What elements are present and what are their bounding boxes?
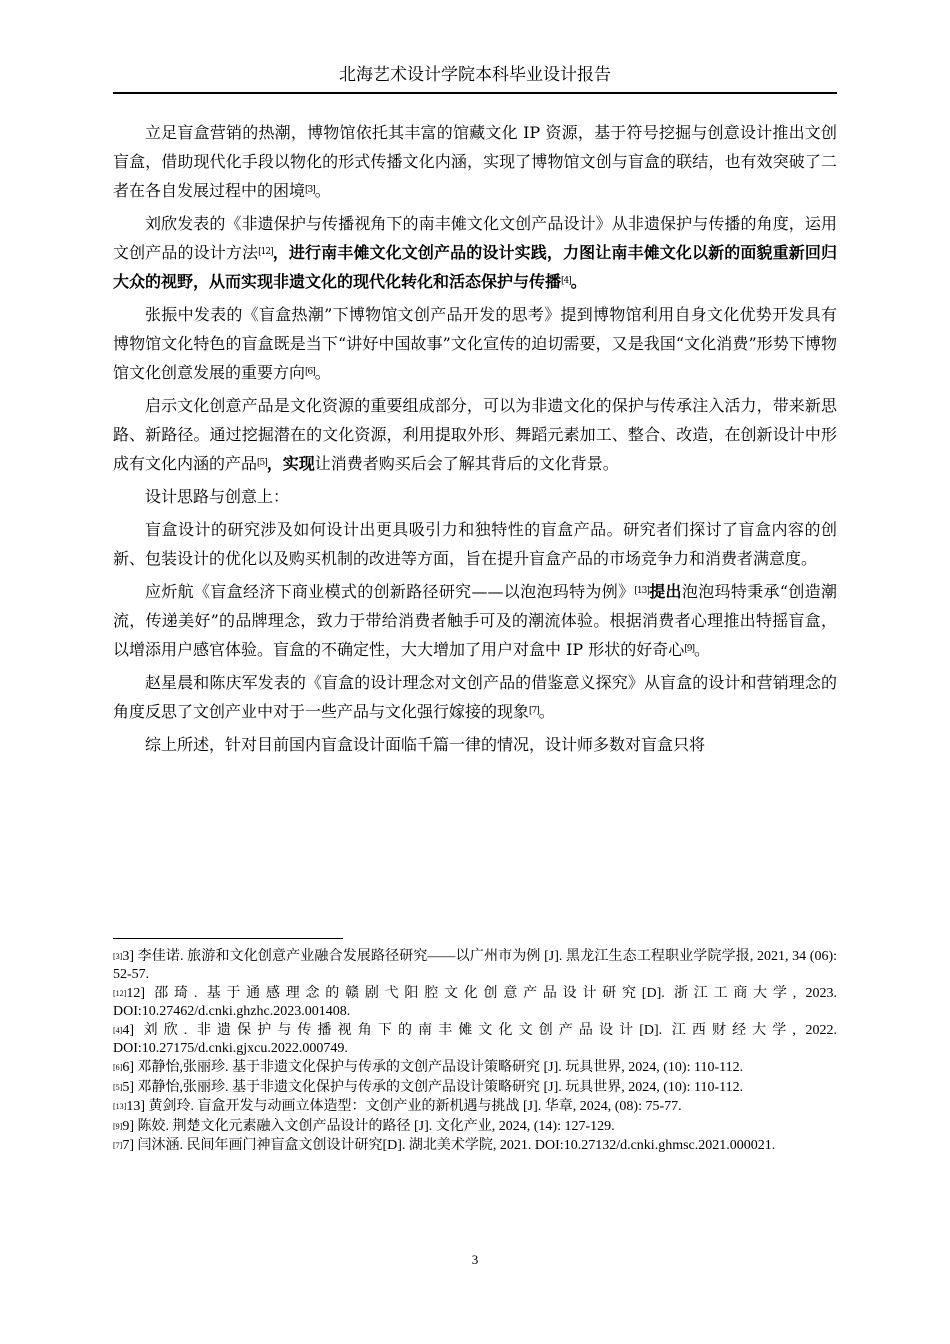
citation-mark: [7] <box>529 706 539 716</box>
paragraph: 赵星晨和陈庆军发表的《盲盒的设计理念对文创产品的借鉴意义探究》从盲盒的设计和营销理念的角度反思了文创产业中对于一些产品与文化强行嫁接的现象[7]。 <box>113 673 837 721</box>
paragraph: 综上所述，针对目前国内盲盒设计面临千篇一律的情况，设计师多数对盲盒只将 <box>145 735 706 754</box>
body-text <box>113 118 837 763</box>
citation-mark: [6] <box>305 367 315 377</box>
footnote-separator <box>113 938 343 939</box>
footnote: [3]3] 李佳诺. 旅游和文化创意产业融合发展路径研究——以广州市为例 [J]. 黑龙江生态工程职业学院学报, 2021, 34 (06): 52-57. <box>113 949 837 982</box>
paragraph: 启示文化创意产品是文化资源的重要组成部分，可以为非遗文化的保护与传承注入活力，带来新思路、新路径。通过挖掘潜在的文化资源，利用提取外形、舞蹈元素加工、整合、改造，在创新设计中形成有文化内涵的产品[5]，实现让消费者购买后会了解其背后的文化背景。 <box>113 396 837 473</box>
paragraph: 设计思路与创意上： <box>145 487 290 506</box>
citation-mark: [4] <box>561 276 571 286</box>
citation-mark: [5] <box>257 458 267 468</box>
footnotes <box>113 948 837 1157</box>
paragraph: 应炘航《盲盒经济下商业模式的创新路径研究——以泡泡玛特为例》[13]提出泡泡玛特秉承“创造潮流，传递美好”的品牌理念，致力于带给消费者触手可及的潮流体验。根据消费者心理推出特摇盲盒，以增添用户感官体验。盲盒的不确定性，大大增加了用户对盒中 IP 形状的好奇心[9]。 <box>113 582 837 659</box>
page-header <box>113 58 837 94</box>
footnote: [13]13] 黄剑玲. 盲盒开发与动画立体造型：文创产业的新机遇与挑战 [J]. 华章, 2024, (08): 75-77. <box>113 1099 682 1114</box>
footnote: [12]12] 邵琦. 基于通感理念的赣剧弋阳腔文化创意产品设计研究[D]. 浙江工商大学, 2023. DOI:10.27462/d.cnki.ghzhc.2023.001408. <box>113 986 837 1019</box>
paragraph: 刘欣发表的《非遗保护与传播视角下的南丰傩文化文创产品设计》从非遗保护与传播的角度，运用文创产品的设计方法[12]，进行南丰傩文化文创产品的设计实践，力图让南丰傩文化以新的面貌重新回归大众的视野，从而实现非遗文化的现代化转化和活态保护与传播[4]。 <box>113 214 837 291</box>
citation-mark: [9] <box>684 644 695 654</box>
paragraph: 盲盒设计的研究涉及如何设计出更具吸引力和独特性的盲盒产品。研究者们探讨了盲盒内容的创新、包装设计的优化以及购买机制的改进等方面，旨在提升盲盒产品的市场竞争力和消费者满意度。 <box>113 520 837 568</box>
page-number: 3 <box>471 1252 479 1267</box>
citation-mark: [12] <box>258 247 273 257</box>
footnote: [5]5] 邓静怡,张丽珍. 基于非遗文化保护与传承的文创产品设计策略研究 [J]. 玩具世界, 2024, (10): 110-112. <box>113 1079 744 1095</box>
footnote: [4]4] 刘欣. 非遗保护与传播视角下的南丰傩文化文创产品设计[D]. 江西财经大学, 2022. DOI:10.27175/d.cnki.gjxcu.2022.000749. <box>113 1023 837 1056</box>
header-title: 北海艺术设计学院本科毕业设计报告 <box>339 65 611 85</box>
footnote: [6]6] 邓静怡,张丽珍. 基于非遗文化保护与传承的文创产品设计策略研究 [J]. 玩具世界, 2024, (10): 110-112. <box>113 1060 744 1075</box>
paragraph: 立足盲盒营销的热潮，博物馆依托其丰富的馆藏文化 IP 资源，基于符号挖掘与创意设计推出文创盲盒，借助现代化手段以物化的形式传播文化内涵，实现了博物馆文创与盲盒的联结，也有效突破了二者在各自发展过程中的困境[3]。 <box>113 123 837 200</box>
citation-mark: [3] <box>305 185 315 195</box>
citation-mark: [13] <box>634 586 649 596</box>
footnote: [7]7] 闫沐涵. 民间年画门神盲盒文创设计研究[D]. 湖北美术学院, 2021. DOI:10.27132/d.cnki.ghmsc.2021.000021. <box>113 1138 776 1153</box>
paragraph: 张振中发表的《盲盒热潮”下博物馆文创产品开发的思考》提到博物馆利用自身文化优势开发具有博物馆文化特色的盲盒既是当下“讲好中国故事”文化宣传的迫切需要，又是我国“文化消费”形势下博物馆文化创意发展的重要方向[6]。 <box>113 305 837 382</box>
footnote: [9]9] 陈姣. 荆楚文化元素融入文创产品设计的路径 [J]. 文化产业, 2024, (14): 127-129. <box>113 1118 615 1134</box>
